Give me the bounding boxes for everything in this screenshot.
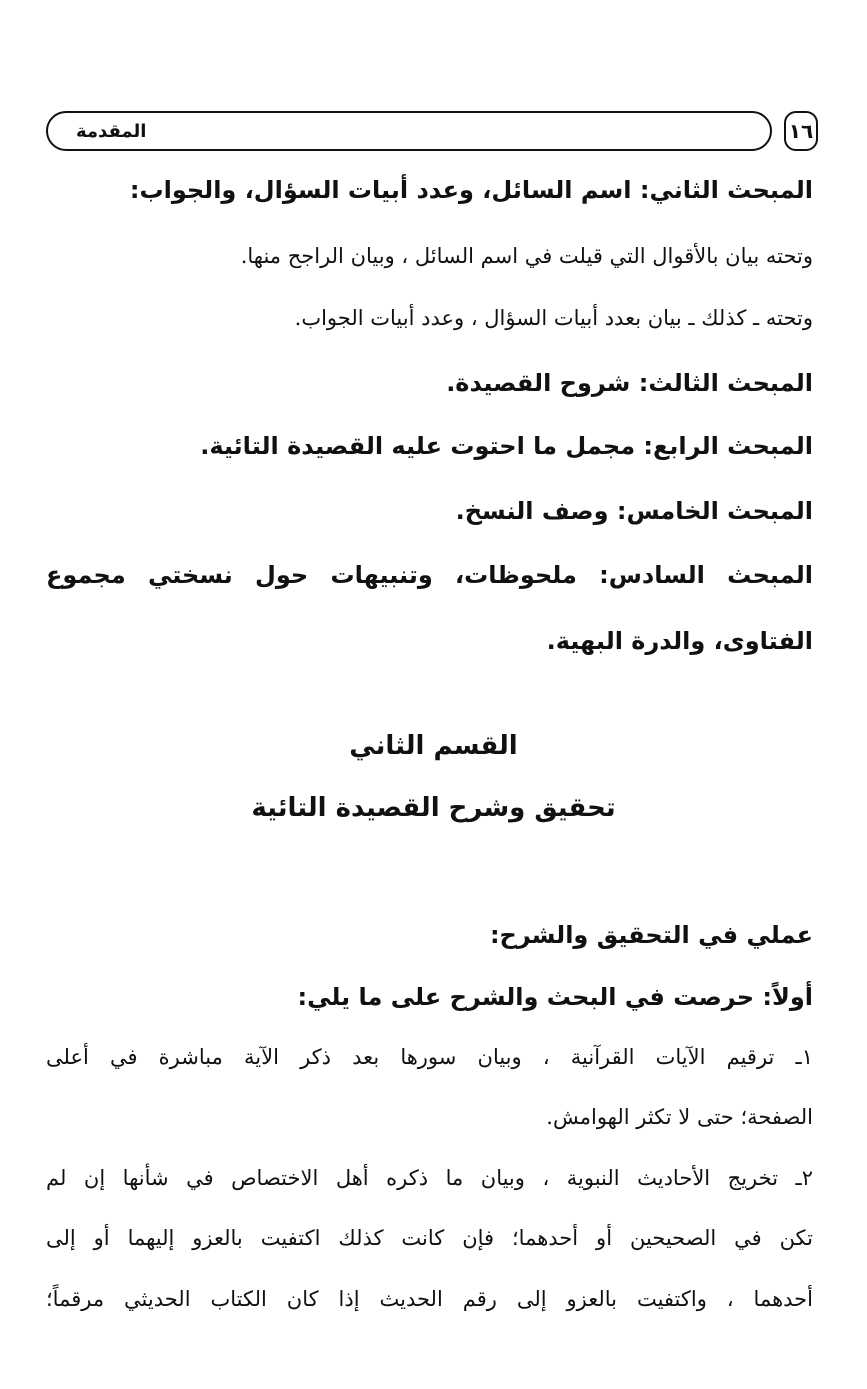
body-line: وتحته بيان بالأقوال التي قيلت في اسم السائل ، وبيان الراجح منها. [240, 244, 813, 268]
page-number: ١٦ [784, 111, 818, 151]
method-heading: عملي في التحقيق والشرح: [489, 921, 813, 949]
list-item-cont: أحدهما ، واكتفيت بالعزو إلى رقم الحديث إذا كان الكتاب الحديثي مرقماً؛ [46, 1287, 813, 1311]
section-heading-3: المبحث الثالث: شروح القصيدة. [446, 369, 813, 397]
section-heading-5: المبحث الخامس: وصف النسخ. [455, 497, 813, 525]
part-title: القسم الثاني [349, 731, 518, 761]
first-heading: أولاً: حرصت في البحث والشرح على ما يلي: [297, 983, 813, 1011]
list-item: ١ـ ترقيم الآيات القرآنية ، وبيان سورها بعد ذكر الآية مباشرة في أعلى [46, 1045, 813, 1069]
section-heading-6: المبحث السادس: ملحوظات، وتنبيهات حول نسختي مجموع [46, 561, 813, 589]
section-heading-6-cont: الفتاوى، والدرة البهية. [546, 627, 813, 655]
list-item-cont: الصفحة؛ حتى لا تكثر الهوامش. [546, 1105, 813, 1129]
part-subtitle: تحقيق وشرح القصيدة التائية [251, 793, 616, 823]
page-header [40, 111, 820, 157]
section-heading-2: المبحث الثاني: اسم السائل، وعدد أبيات السؤال، والجواب: [129, 176, 813, 204]
header-title-frame [46, 111, 772, 151]
body-line: وتحته ـ كذلك ـ بيان بعدد أبيات السؤال ، وعدد أبيات الجواب. [294, 306, 813, 330]
header-section-title: المقدمة [76, 121, 147, 142]
list-item: ٢ـ تخريج الأحاديث النبوية ، وبيان ما ذكره أهل الاختصاص في شأنها إن لم [46, 1166, 813, 1190]
section-heading-4: المبحث الرابع: مجمل ما احتوت عليه القصيدة التائية. [200, 432, 813, 460]
list-item-cont: تكن في الصحيحين أو أحدهما؛ فإن كانت كذلك اكتفيت بالعزو إليهما أو إلى [46, 1226, 813, 1250]
